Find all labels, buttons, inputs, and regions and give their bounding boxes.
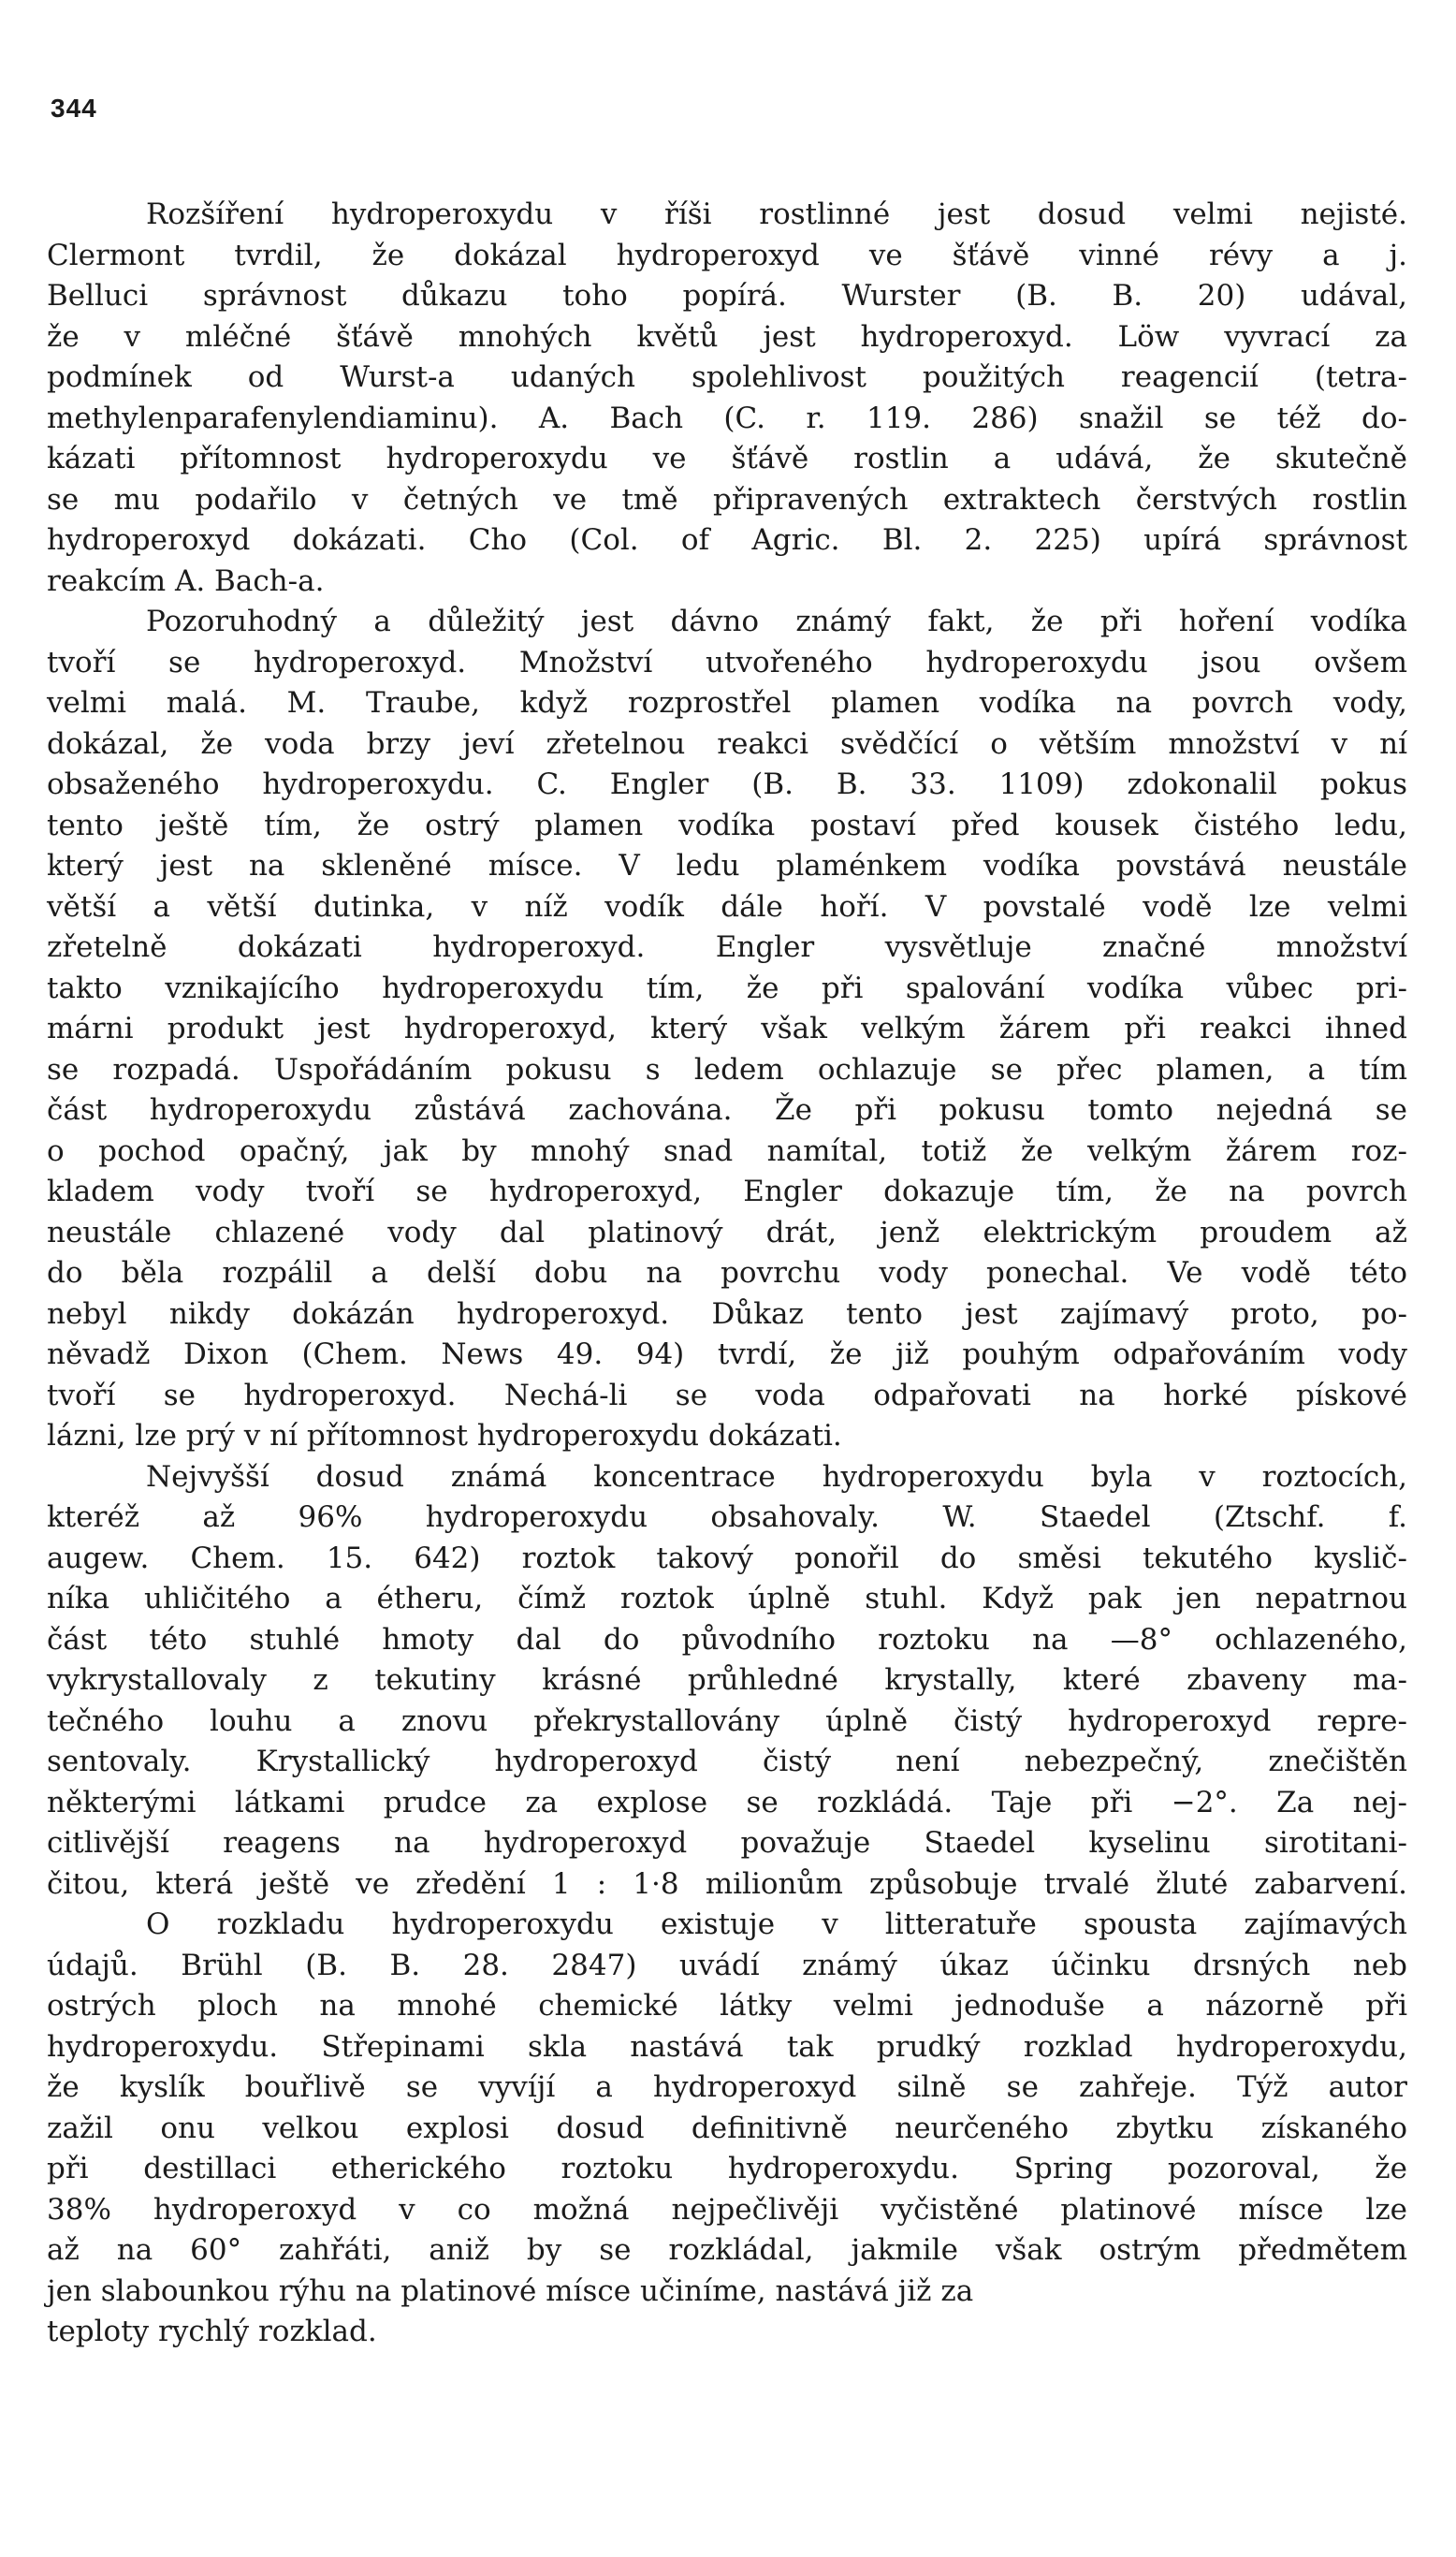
- text-line: tečného louhu a znovu překrystallovány úplně čistý hydroperoxyd repre-: [47, 1703, 1407, 1738]
- text-line: Belluci správnost důkazu toho popírá. Wurster (B. B. 20) udával,: [47, 279, 1407, 313]
- text-line: O rozkladu hydroperoxydu existuje v litteratuře spousta zajímavých: [146, 1907, 1407, 1941]
- text-line: tvoří se hydroperoxyd. Množství utvořeného hydroperoxydu jsou ovšem: [47, 645, 1407, 679]
- text-line: takto vznikajícího hydroperoxydu tím, že při spalování vodíka vůbec pri-: [47, 971, 1407, 1005]
- text-line: márni produkt jest hydroperoxyd, který však velkým žárem při reakci ihned: [47, 1012, 1407, 1045]
- text-line: větší a větší dutinka, v níž vodík dále hoří. V povstalé vodě lze velmi: [47, 889, 1407, 924]
- text-line: velmi malá. M. Traube, když rozprostřel plamen vodíka na povrch vody,: [47, 686, 1407, 720]
- text-line: kázati přítomnost hydroperoxydu ve šťávě rostlin a udává, že skutečně: [47, 442, 1407, 475]
- text-line: hydroperoxyd dokázati. Cho (Col. of Agric. Bl. 2. 225) upírá správnost: [47, 523, 1407, 557]
- page-number: 344: [51, 94, 97, 123]
- text-line: neustále chlazené vody dal platinový drát, jenž elektrickým proudem až: [47, 1215, 1407, 1249]
- text-line: se rozpadá. Uspořádáním pokusu s ledem ochlazuje se přec plamen, a tím: [47, 1052, 1407, 1087]
- text-line: že kyslík bouřlivě se vyvíjí a hydroperoxyd silně se zahřeje. Týž autor: [47, 2070, 1407, 2104]
- text-line: lázni, lze prý v ní přítomnost hydroperoxydu dokázati.: [47, 1419, 842, 1453]
- text-line: údajů. Brühl (B. B. 28. 2847) uvádí známý úkaz účinku drsných neb: [47, 1948, 1407, 1982]
- text-line: až na 60° zahřáti, aniž by se rozkládal, jakmile však ostrým předmětem: [47, 2233, 1407, 2267]
- text-line: Clermont tvrdil, že dokázal hydroperoxyd ve šťávě vinné révy a j.: [47, 238, 1407, 272]
- text-line: dokázal, že voda brzy jeví zřetelnou reakci svědčící o větším množství v ní: [47, 726, 1407, 761]
- text-line: část hydroperoxydu zůstává zachována. Že při pokusu tomto nejedná se: [47, 1093, 1407, 1127]
- text-line: augew. Chem. 15. 642) roztok takový ponořil do směsi tekutého kyslič-: [47, 1541, 1407, 1575]
- text-line: se mu podařilo v četných ve tmě připravených extraktech čerstvých rostlin: [47, 482, 1407, 517]
- text-line: jen slabounkou rýhu na platinové mísce učiníme, nastává již za: [47, 2273, 974, 2308]
- text-line: citlivější reagens na hydroperoxyd považuje Staedel kyselinu sirotitani-: [47, 1826, 1407, 1860]
- text-line: Rozšíření hydroperoxydu v říši rostlinné jest dosud velmi nejisté.: [146, 197, 1407, 231]
- text-line: Nejvyšší dosud známá koncentrace hydroperoxydu byla v roztocích,: [146, 1459, 1407, 1494]
- text-line: nebyl nikdy dokázán hydroperoxyd. Důkaz tento jest zajímavý proto, po-: [47, 1296, 1407, 1331]
- text-line: při destillaci etherického roztoku hydroperoxydu. Spring pozoroval, že: [47, 2152, 1407, 2185]
- text-line: methylenparafenylendiaminu). A. Bach (C. r. 119. 286) snažil se též do-: [47, 401, 1407, 435]
- body-text: [47, 195, 1407, 2353]
- text-line: Pozoruhodný a důležitý jest dávno známý fakt, že při hoření vodíka: [146, 605, 1407, 638]
- text-line: zřetelně dokázati hydroperoxyd. Engler vysvětluje značné množství: [47, 930, 1407, 964]
- text-line: tento ještě tím, že ostrý plamen vodíka postaví před kousek čistého ledu,: [47, 808, 1407, 842]
- text-line: reakcím A. Bach-a.: [47, 563, 325, 598]
- text-line: zažil onu velkou explosi dosud definitivně neurčeného zbytku získaného: [47, 2111, 1407, 2145]
- text-line: tvoří se hydroperoxyd. Nechá-li se voda odpařovati na horké pískové: [47, 1378, 1407, 1412]
- text-line: níka uhličitého a étheru, čímž roztok úplně stuhl. Když pak jen nepatrnou: [47, 1582, 1407, 1615]
- text-line: hydroperoxydu. Střepinami skla nastává tak prudký rozklad hydroperoxydu,: [47, 2029, 1407, 2064]
- text-line: něvadž Dixon (Chem. News 49. 94) tvrdí, že již pouhým odpařováním vody: [47, 1337, 1407, 1371]
- text-line: že v mléčné šťávě mnohých květů jest hydroperoxyd. Löw vyvrací za: [47, 319, 1407, 354]
- text-line: kladem vody tvoří se hydroperoxyd, Engler dokazuje tím, že na povrch: [47, 1175, 1407, 1208]
- text-line: čitou, která ještě ve zředění 1 : 1·8 milionům způsobuje trvalé žluté zabarvení.: [47, 1866, 1407, 1901]
- text-line: vykrystallovaly z tekutiny krásné průhledné krystally, které zbaveny ma-: [47, 1663, 1407, 1697]
- text-line: obsaženého hydroperoxydu. C. Engler (B. B. 33. 1109) zdokonalil pokus: [47, 767, 1407, 801]
- text-line: který jest na skleněné mísce. V ledu plaménkem vodíka povstává neustále: [47, 849, 1407, 883]
- text-line: ostrých ploch na mnohé chemické látky velmi jednoduše a názorně při: [47, 1989, 1407, 2023]
- text-line: teploty rychlý rozklad.: [47, 2315, 377, 2348]
- text-line: 38% hydroperoxyd v co možná nejpečlivěji vyčistěné platinové mísce lze: [47, 2192, 1407, 2227]
- text-line: některými látkami prudce za explose se rozkládá. Taje při −2°. Za nej-: [47, 1785, 1407, 1819]
- text-line: podmínek od Wurst-a udaných spolehlivost použitých reagencií (tetra-: [47, 360, 1407, 394]
- text-line: sentovaly. Krystallický hydroperoxyd čistý není nebezpečný, znečištěn: [47, 1745, 1407, 1778]
- text-line: část této stuhlé hmoty dal do původního roztoku na —8° ochlazeného,: [47, 1622, 1407, 1657]
- text-line: kteréž až 96% hydroperoxydu obsahovaly. W. Staedel (Ztschf. f.: [47, 1500, 1407, 1534]
- text-line: o pochod opačný, jak by mnohý snad namítal, totiž že velkým žárem roz-: [47, 1133, 1407, 1168]
- text-line: do běla rozpálil a delší dobu na povrchu vody ponechal. Ve vodě této: [47, 1256, 1407, 1290]
